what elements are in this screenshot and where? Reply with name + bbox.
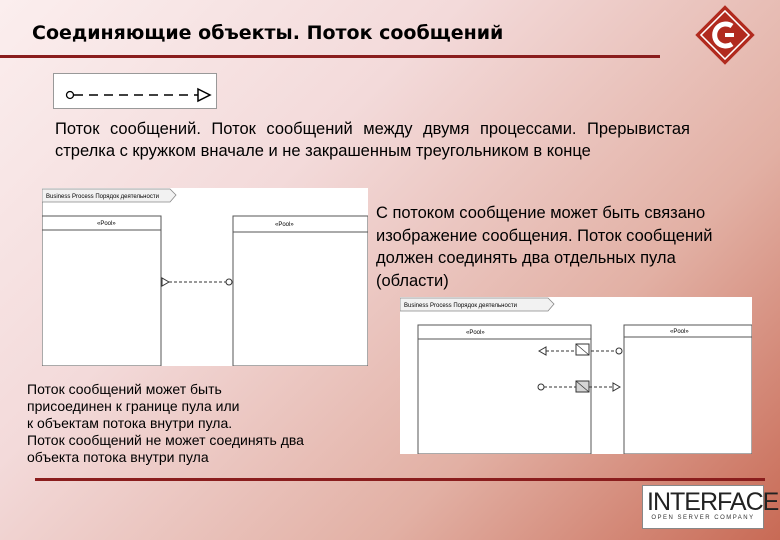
diagram1-pool-left: «Pool» <box>97 221 116 227</box>
diagram-pool-boundary <box>42 188 368 366</box>
bottom-divider <box>35 478 765 481</box>
description-text: Поток сообщений. Поток сообщений между двумя процессами. Прерывистая стрелка с кружком вначале и не закрашенным треугольником в конце <box>55 120 690 160</box>
slide-title: Соединяющие объекты. Поток сообщений <box>32 22 504 44</box>
side-text: С потоком сообщение может быть связано изображение сообщения. Поток сообщений должен соединять два отдельных пула (области) <box>376 204 713 290</box>
bottom-note-text: Поток сообщений может быть присоединен к границе пула или к объектам потока внутри пула. Поток сообщений не может соединять два объекта потока внутри пула <box>27 381 304 465</box>
diagram2-pool-right: «Pool» <box>670 329 689 335</box>
diagram1-pool-right: «Pool» <box>275 222 294 228</box>
diagram2-header: Business Process Порядок деятельности <box>404 303 517 309</box>
message-flow-symbol <box>53 73 217 109</box>
top-divider <box>0 55 660 58</box>
company-logo-icon <box>694 4 756 66</box>
company-brand-logo <box>642 485 779 529</box>
diagram2-pool-left: «Pool» <box>466 330 485 336</box>
brand-name: INTERFACE <box>647 488 779 516</box>
diagram1-header: Business Process Порядок деятельности <box>46 194 159 200</box>
brand-tagline: OPEN SERVER COMPANY <box>651 515 755 521</box>
message-flow-arrow-icon <box>54 74 216 108</box>
diagram-inner-objects <box>400 297 752 454</box>
